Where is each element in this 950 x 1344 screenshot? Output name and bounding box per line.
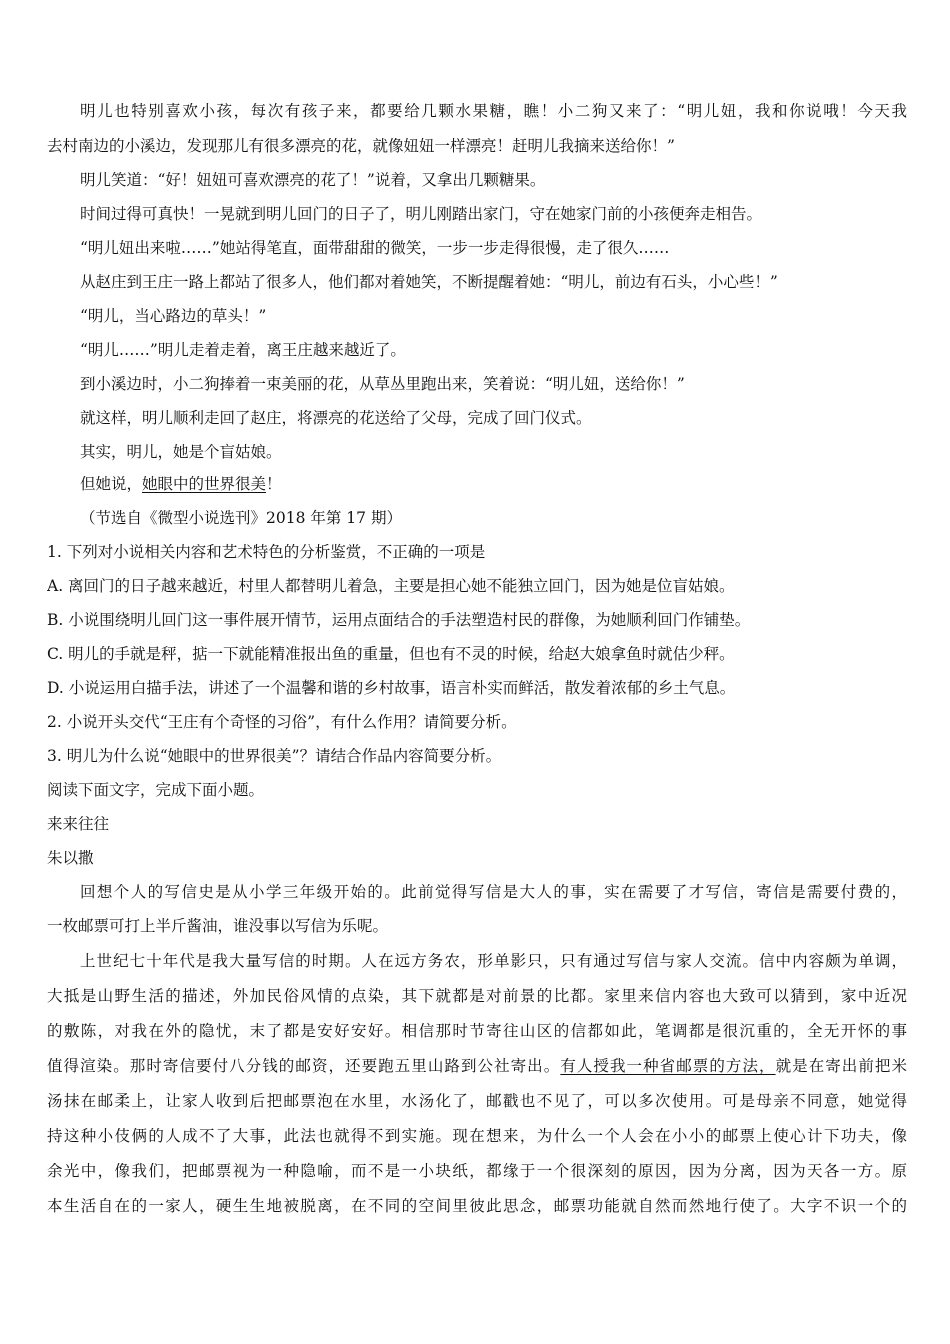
option-d: D. 小说运用白描手法，讲述了一个温馨和谐的乡村故事，语言朴实而鲜活，散发着浓郁的乡土气息。: [47, 679, 736, 697]
text-span: 就是在寄出前把米: [775, 1057, 907, 1075]
article-line: 回想个人的写信史是从小学三年级开始的。此前觉得写信是大人的事，实在需要了才写信，寄信是需要付费的，: [80, 883, 907, 901]
story-line: 去村南边的小溪边，发现那儿有很多漂亮的花，就像妞妞一样漂亮！赶明儿我摘来送给你！”: [47, 137, 675, 155]
underlined-phrase: 她眼中的世界很美: [142, 475, 267, 493]
article-line: 本生活自在的一家人，硬生生地被脱离，在不同的空间里彼此思念，邮票功能就自然而然地行使了。大字不识一个的: [47, 1197, 907, 1215]
text-span: 但她说，: [80, 475, 143, 493]
article-line: [47, 1056, 907, 1076]
article-line: 上世纪七十年代是我大量写信的时期。人在远方务农，形单影只，只有通过写信与家人交流。信中内容颇为单调，: [80, 952, 907, 970]
article-line: 大抵是山野生活的描述，外加民俗风情的点染，其下就都是对前景的比都。家里来信内容也大致可以猜到，家中近况: [47, 987, 907, 1005]
story-line: 时间过得可真快！一晃就到明儿回门的日子了，明儿刚踏出家门，守在她家门前的小孩便奔走相告。: [80, 205, 763, 223]
article-line: 余光中，像我们，把邮票视为一种隐喻，而不是一小块纸，都缘于一个很深刻的原因，因为分离，因为天各一方。原: [47, 1162, 907, 1180]
story-line: 明儿也特别喜欢小孩，每次有孩子来，都要给几颗水果糖，瞧！小二狗又来了：“明儿妞，我和你说哦！今天我: [80, 102, 907, 120]
article-line: 一枚邮票可打上半斤酱油，谁没事以写信为乐呢。: [47, 917, 389, 935]
article-title: 来来往往: [47, 815, 110, 833]
reading-instruction: 阅读下面文字，完成下面小题。: [47, 781, 265, 799]
story-line: 就这样，明儿顺利走回了赵庄，将漂亮的花送给了父母，完成了回门仪式。: [80, 409, 592, 427]
question-3: 3. 明儿为什么说“她眼中的世界很美”？请结合作品内容简要分析。: [47, 747, 502, 765]
story-line: “明儿妞出来啦……”她站得笔直，面带甜甜的微笑，一步一步走得很慢，走了很久……: [80, 239, 670, 257]
article-line: 持这种小伎俩的人成不了大事，此法也就得不到实施。现在想来，为什么一个人会在小小的邮票上使心计下功夫，像: [47, 1127, 907, 1145]
story-line: 其实，明儿，她是个盲姑娘。: [80, 443, 282, 461]
option-b: B. 小说围绕明儿回门这一事件展开情节，运用点面结合的手法塑造村民的群像，为她顺利回门作铺垫。: [47, 611, 751, 629]
option-c: C. 明儿的手就是秤，掂一下就能精准报出鱼的重量，但也有不灵的时候，给赵大娘拿鱼时就估少秤。: [47, 645, 735, 663]
story-line: “明儿，当心路边的草头！”: [80, 307, 267, 325]
story-line: 到小溪边时，小二狗捧着一束美丽的花，从草丛里跑出来，笑着说：“明儿妞，送给你！”: [80, 375, 685, 393]
story-line: [80, 474, 907, 494]
article-line: 的敷陈，对我在外的隐忧，末了都是安好安好。相信那时节寄往山区的信都如此，笔调都是很沉重的，全无开怀的事: [47, 1022, 907, 1040]
story-line: 从赵庄到王庄一路上都站了很多人，他们都对着她笑，不断提醒着她：“明儿，前边有石头，小心些！”: [80, 273, 778, 291]
text-span: 值得渲染。那时寄信要付八分钱的邮资，还要跑五里山路到公社寄出。: [47, 1057, 561, 1075]
option-a: A. 离回门的日子越来越近，村里人都替明儿着急，主要是担心她不能独立回门，因为她是位盲姑娘。: [47, 577, 735, 595]
source-citation: （节选自《微型小说选刊》2018 年第 17 期）: [80, 509, 402, 527]
question-2: 2. 小说开头交代“王庄有个奇怪的习俗”，有什么作用？请简要分析。: [47, 713, 517, 731]
question-1: 1. 下列对小说相关内容和艺术特色的分析鉴赏，不正确的一项是: [47, 543, 486, 561]
underlined-phrase: 有人授我一种省邮票的方法，: [560, 1057, 776, 1075]
article-author: 朱以撒: [47, 849, 94, 867]
text-span: ！: [266, 475, 282, 493]
story-line: 明儿笑道：“好！妞妞可喜欢漂亮的花了！”说着，又拿出几颗糖果。: [80, 171, 546, 189]
article-line: 汤抹在邮柔上，让家人收到后把邮票泡在水里，水汤化了，邮戳也不见了，可以多次使用。可是母亲不同意，她觉得: [47, 1092, 907, 1110]
story-line: “明儿……”明儿走着走着，离王庄越来越近了。: [80, 341, 406, 359]
